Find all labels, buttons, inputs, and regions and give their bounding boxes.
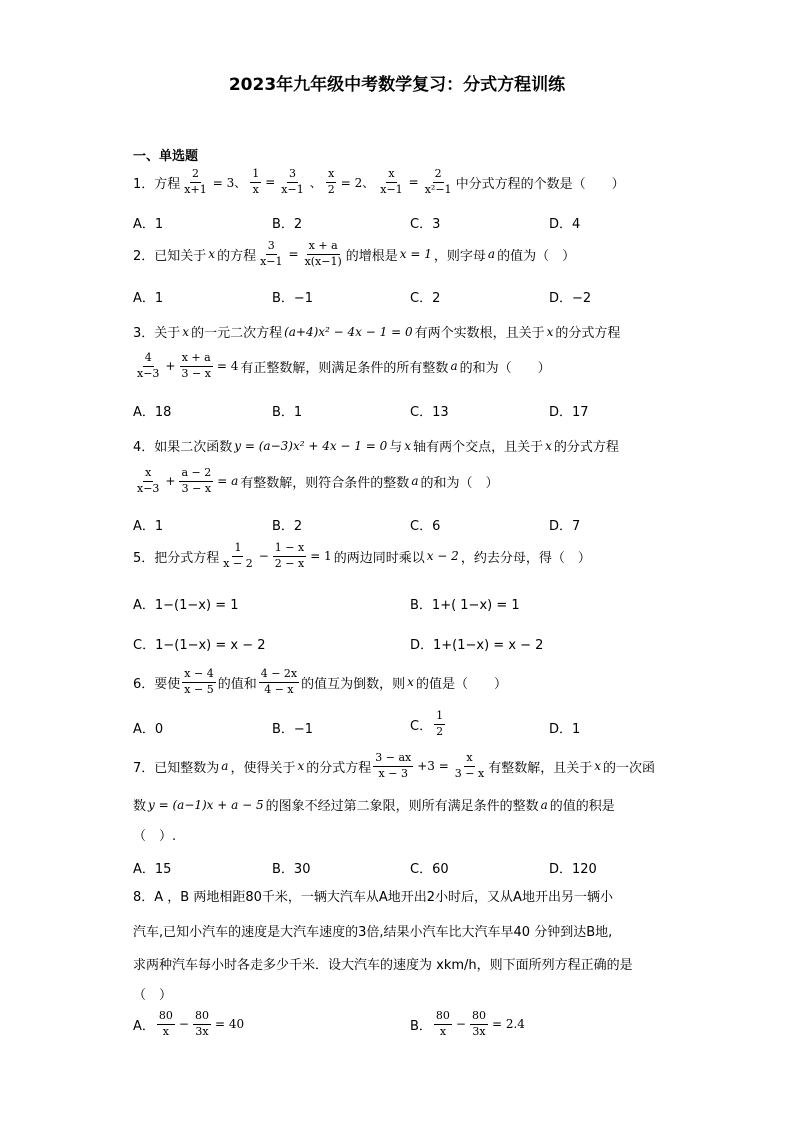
q5-option-a[interactable]: A．1−(1−x) = 1 — [133, 598, 239, 613]
q4-option-a[interactable]: A．1 — [133, 519, 164, 534]
q2-option-a[interactable]: A．1 — [133, 291, 164, 306]
q6-fraction-1: $\frac{x - 4}{x - 5}$ — [184, 667, 214, 696]
q1-fraction-5: $\frac{x}{x-1}$ — [380, 167, 403, 196]
q7-option-d[interactable]: D．120 — [549, 862, 597, 877]
q2-fraction-2: $\frac{x + a}{x(x-1)}$ — [304, 239, 342, 268]
question-1 — [133, 168, 625, 196]
question-3-line-2: $\frac{4}{x-3}$ + $\frac{x + a}{3 - x}$ = 4 有正整数解，则满足条件的所有整数 a 的和为（ ） — [137, 351, 551, 380]
question-7-line-2: 数 y = (a−1)x + a − 5 的图象不经过第二象限，则所有满足条件的整数 a 的值的积是 — [133, 797, 615, 814]
question-2: 2．已知关于 x 的方程 $\frac{3}{x-1}$ = $\frac{x + a}{x(x-1)}$ 的增根是 x = 1 ，则字母 a 的值为（ ） — [133, 239, 576, 268]
q5-option-b[interactable]: B．1+( 1−x) = 1 — [410, 598, 520, 613]
q5-fraction-2: $\frac{1 - x}{2 - x}$ — [274, 541, 305, 570]
q3-option-b[interactable]: B．1 — [272, 405, 303, 420]
q7-option-c[interactable]: C．60 — [410, 862, 449, 877]
q6-option-a[interactable]: A．0 — [133, 722, 164, 737]
question-3-line-1: 3．关于 x 的一元二次方程 (a+4)x² − 4x − 1 = 0 有两个实数根，且关于 x 的分式方程 — [133, 324, 621, 341]
q1-equals: = — [265, 175, 276, 190]
q4-fraction-1: $\frac{x}{x-3}$ — [137, 466, 160, 495]
q1-equals-2: = — [408, 175, 419, 190]
q3-option-a[interactable]: A．18 — [133, 405, 172, 420]
q2-option-b[interactable]: B．−1 — [272, 291, 314, 306]
q1-option-d[interactable]: D．4 — [549, 217, 581, 232]
question-4-line-1: 4．如果二次函数 y = (a−3)x² + 4x − 1 = 0 与 x 轴有两个交点，且关于 x 的分式方程 — [133, 438, 619, 455]
question-7-line-1: 7．已知整数为 a ，使得关于 x 的分式方程 $\frac{3 - ax}{x - 3}$ +3 = $\frac{x}{3 - x}$ 有整数解，且关于 x 的一次函 — [133, 751, 656, 780]
q1-fraction-2: $\frac{1}{x}$ — [252, 167, 260, 196]
q6-fraction-2: $\frac{4 - 2x}{4 - x}$ — [260, 667, 298, 696]
q1-fraction-4: $\frac{x}{2}$ — [327, 167, 335, 196]
q8-option-a[interactable]: A． $\frac{80}{x}$ − $\frac{80}{3x}$ = 40 — [133, 1009, 245, 1038]
q5-fraction-1: $\frac{1}{x - 2}$ — [223, 541, 253, 570]
question-8-line-4: （ ） — [133, 988, 173, 1003]
question-4-line-2: $\frac{x}{x-3}$ + $\frac{a - 2}{3 - x}$ = a 有整数解，则符合条件的整数 a 的和为（ ） — [137, 466, 499, 495]
q1-fraction-6: $\frac{2}{\text{x²−1}}$ — [424, 167, 452, 196]
q3-fraction-1: $\frac{4}{x-3}$ — [137, 351, 160, 380]
q1-eq-4: = 2、 — [340, 175, 375, 190]
q7-option-b[interactable]: B．30 — [272, 862, 311, 877]
q2-option-d[interactable]: D．−2 — [549, 291, 592, 306]
q1-eq-1: = 3、 — [212, 175, 247, 190]
q5-option-d[interactable]: D．1+(1−x) = x − 2 — [410, 638, 544, 653]
page-title: 2023年九年级中考数学复习：分式方程训练 — [228, 75, 566, 95]
question-8-line-2: 汽车,已知小汽车的速度是大汽车速度的3倍,结果小汽车比大汽车早40 分钟到达B地, — [133, 925, 613, 940]
question-8-line-1: 8．A ，B 两地相距80千米，一辆大汽车从A地开出2小时后，又从A地开出另一辆小 — [133, 890, 613, 905]
q7-option-a[interactable]: A．15 — [133, 862, 172, 877]
q3-option-d[interactable]: D．17 — [549, 405, 589, 420]
q7-fraction-2: $\frac{x}{3 - x}$ — [454, 751, 485, 780]
q4-fraction-2: $\frac{a - 2}{3 - x}$ — [181, 466, 212, 495]
q3-option-c[interactable]: C．13 — [410, 405, 449, 420]
question-5: 5．把分式方程 $\frac{1}{x - 2}$ − $\frac{1 - x}{2 - x}$ = 1 的两边同时乘以 x − 2 ，约去分母，得（ ） — [133, 541, 591, 570]
question-7-line-3: （ ）. — [133, 829, 177, 844]
section-heading: 一、单选题 — [133, 149, 199, 164]
q4-option-d[interactable]: D．7 — [549, 519, 581, 534]
q1-option-a[interactable]: A．1 — [133, 217, 164, 232]
q1-option-b[interactable]: B．2 — [272, 217, 303, 232]
q8-option-b[interactable]: B． $\frac{80}{x}$ − $\frac{80}{3x}$ = 2.4 — [410, 1009, 525, 1038]
q1-fraction-1: $\frac{2}{x+1}$ — [184, 167, 207, 196]
q1-tail: 中分式方程的个数是（ ） — [455, 176, 625, 192]
question-6: 6．要使 $\frac{x - 4}{x - 5}$ 的值和 $\frac{4 - 2x}{4 - x}$ 的值互为倒数，则 x 的值是（ ） — [133, 667, 507, 696]
question-8-line-3: 求两种汽车每小时各走多少千米．设大汽车的速度为 xkm/h，则下面所列方程正确的是 — [133, 958, 633, 973]
q1-separator: 、 — [309, 175, 322, 190]
q6-option-b[interactable]: B．−1 — [272, 722, 314, 737]
q2-option-c[interactable]: C．2 — [410, 291, 441, 306]
q1-fraction-3: $\frac{3}{x-1}$ — [281, 167, 304, 196]
q7-fraction-1: $\frac{3 - ax}{x - 3}$ — [375, 751, 412, 780]
q1-option-c[interactable]: C．3 — [410, 217, 441, 232]
q6-option-c[interactable]: C． $\frac{1}{2}$ — [410, 709, 444, 738]
q4-option-b[interactable]: B．2 — [272, 519, 303, 534]
q6-option-d[interactable]: D．1 — [549, 722, 581, 737]
q4-option-c[interactable]: C．6 — [410, 519, 441, 534]
q2-fraction-1: $\frac{3}{x-1}$ — [260, 239, 283, 268]
q3-fraction-2: $\frac{x + a}{3 - x}$ — [181, 351, 211, 380]
q1-number: 1．方程 — [133, 176, 181, 192]
q5-option-c[interactable]: C．1−(1−x) = x − 2 — [133, 638, 266, 653]
